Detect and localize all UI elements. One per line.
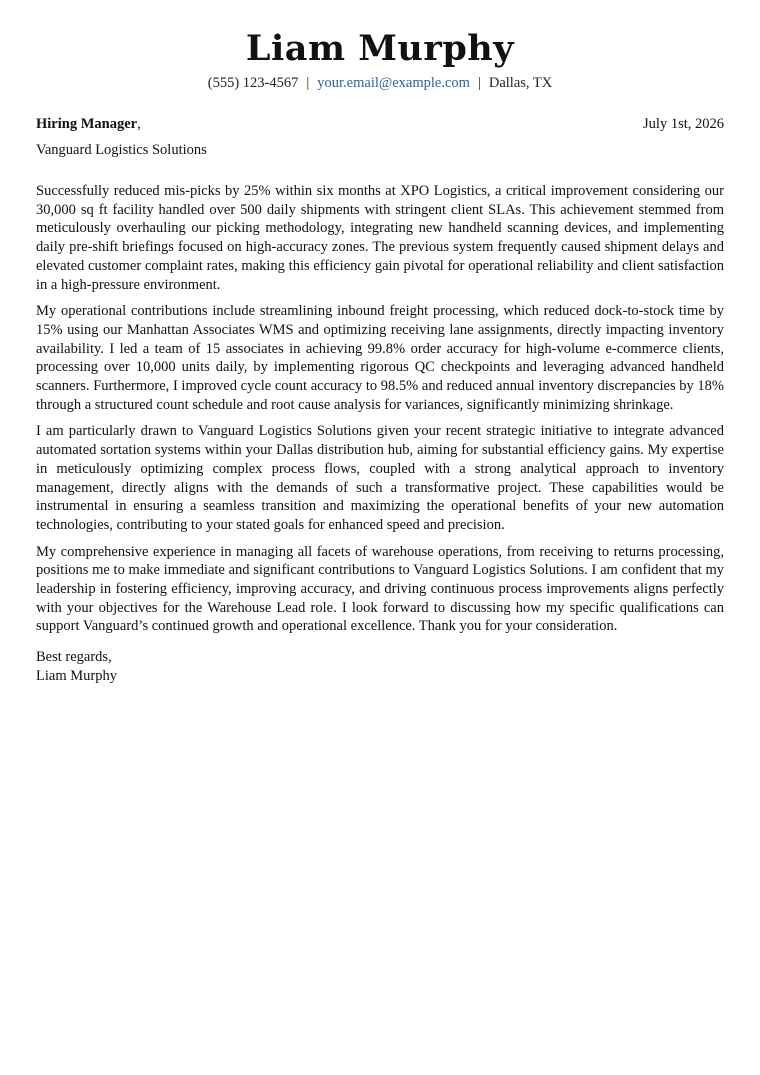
recipient-date-row — [36, 115, 724, 134]
body-paragraph: My operational contributions include streamlining inbound freight processing, which reduced dock-to-stock time by 15% using our Manhattan Associates WMS and optimizing receiving lane assignments, directly impacting inventory availability. I led a team of 15 associates in achieving 99.8% order accuracy for high-volume e-commerce clients, processing over 10,000 units daily, by implementing rigorous QC checkpoints and leveraging advanced handheld scanners. Furthermore, I improved cycle count accuracy to 98.5% and reduced annual inventory discrepancies by 18% through a structured count schedule and root cause analysis for variances, significantly minimizing shrinkage. — [36, 303, 724, 413]
letter-date: July 1st, 2026 — [643, 116, 724, 132]
letter-body — [36, 182, 724, 636]
signature-name: Liam Murphy — [36, 668, 117, 685]
closing-block — [36, 648, 724, 686]
body-paragraph: I am particularly drawn to Vanguard Logistics Solutions given your recent strategic initiative to integrate advanced automated sortation systems within your Dallas distribution hub, aiming for substantial efficiency gains. My expertise in meticulously optimizing complex process flows, coupled with a strong analytical approach to inventory management, directly aligns with the demands of such a transformative project. These capabilities would be instrumental in ensuring a seamless transition and maximizing the operational benefits of your new automation technologies, contributing to your stated goals for enhanced speed and precision. — [36, 423, 724, 533]
recipient-title-text: Hiring Manager — [36, 116, 138, 132]
closing-salutation: Best regards, — [36, 649, 112, 666]
recipient-title-suffix: , — [137, 116, 141, 132]
recipient-company: Vanguard Logistics Solutions — [36, 142, 207, 158]
cover-letter — [36, 28, 724, 686]
email-link[interactable]: your.email@example.com — [317, 75, 470, 91]
body-paragraph: Successfully reduced mis-picks by 25% within six months at XPO Logistics, a critical improvement considering our 30,000 sq ft facility handled over 500 daily shipments with stringent client SLAs. This achievement stemmed from meticulously overhauling our picking methodology, integrating new handheld scanning devices, and implementing daily pre-shift briefings focused on high-accuracy zones. The previous system frequently caused shipment delays and elevated customer complaint rates, making this efficiency gain pivotal for operational reliability and client satisfaction in a high-pressure environment. — [36, 183, 724, 293]
phone-number: (555) 123-4567 — [207, 75, 299, 91]
body-paragraph: My comprehensive experience in managing all facets of warehouse operations, from receiving to returns processing, positions me to make immediate and significant contributions to Vanguard Logistics Solutions. I am confident that my leadership in fostering efficiency, improving accuracy, and driving continuous process improvements aligns perfectly with your objectives for the Warehouse Lead role. I look forward to discussing how my specific qualifications can support Vanguard’s continued growth and operational excellence. Thank you for your consideration. — [36, 543, 724, 635]
separator: | — [306, 75, 310, 91]
separator: | — [477, 75, 481, 91]
applicant-name: Liam Murphy — [245, 28, 515, 69]
recipient-title — [36, 115, 141, 134]
location: Dallas, TX — [488, 75, 553, 91]
contact-line — [36, 73, 724, 93]
